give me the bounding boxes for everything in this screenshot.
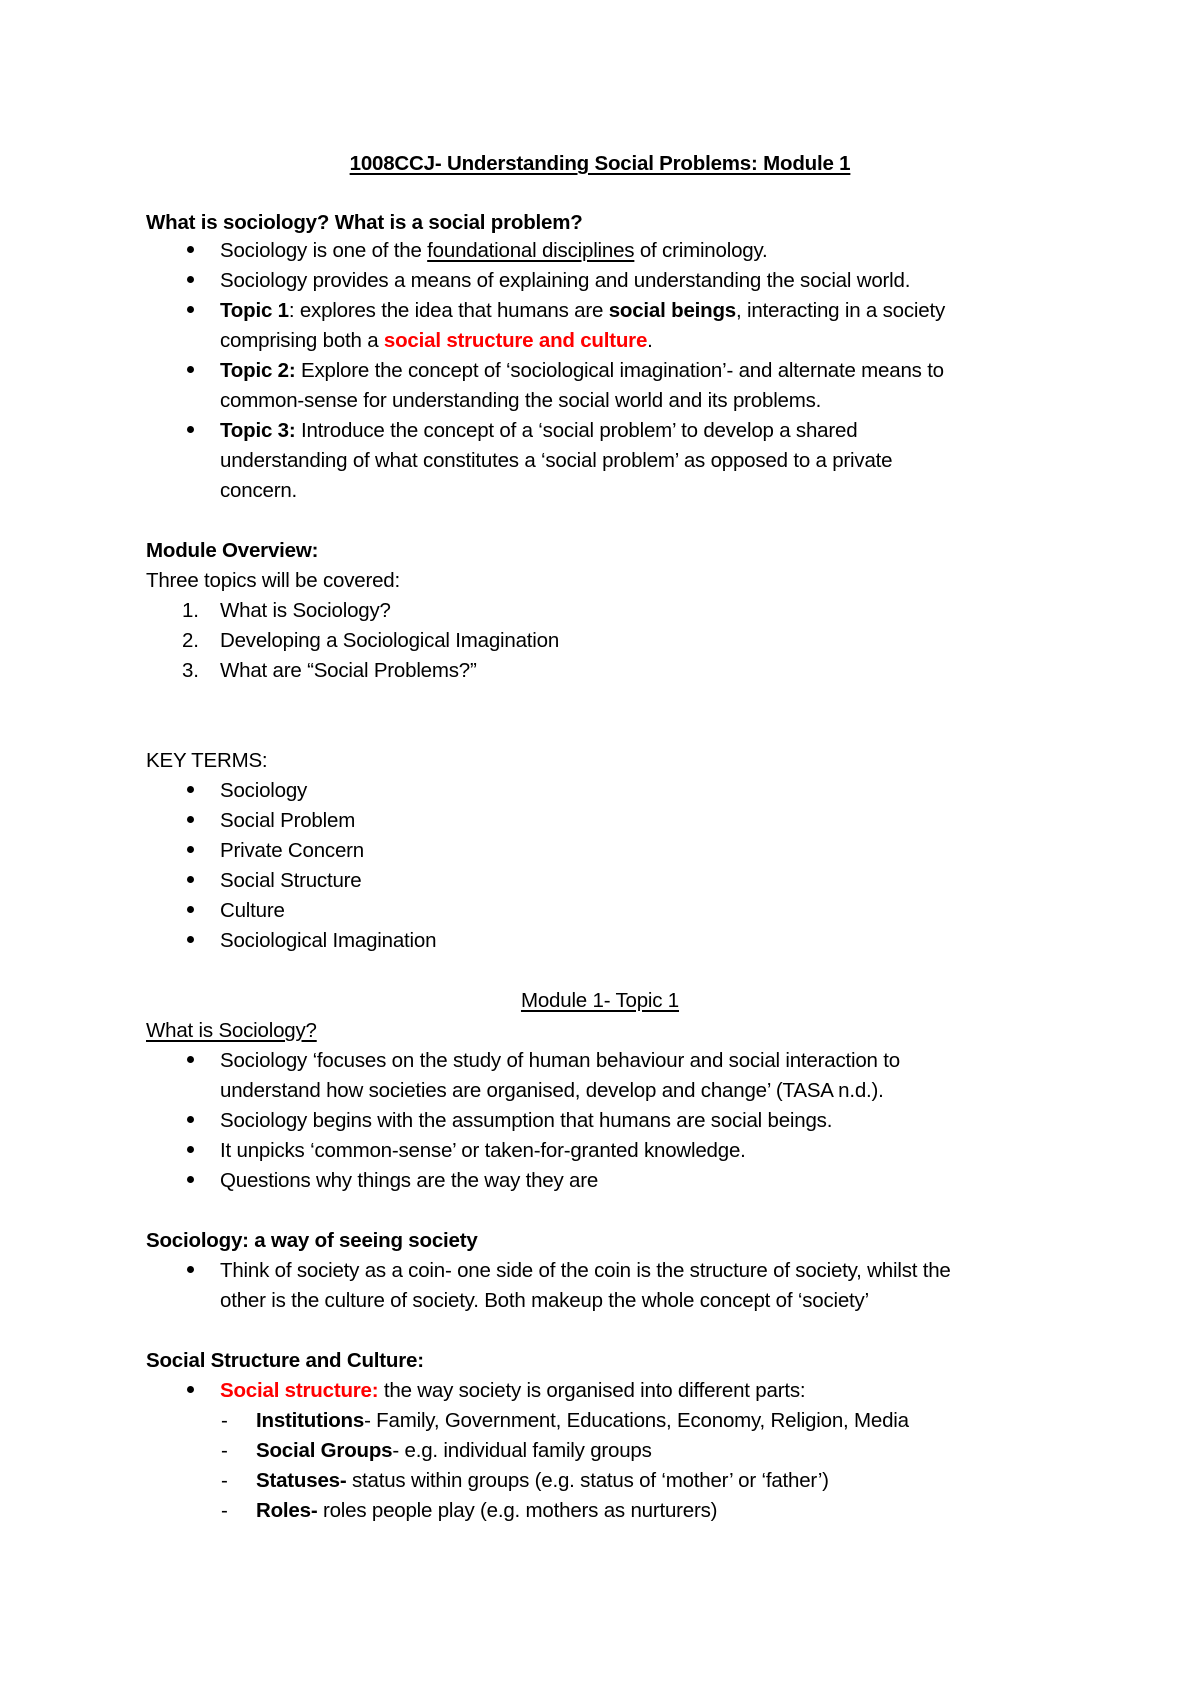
section-heading-module-overview: Module Overview:: [146, 539, 319, 562]
list-item: It unpicks ‘common-sense’ or taken-for-granted knowledge.: [220, 1139, 746, 1162]
bullet-icon: [187, 1056, 194, 1063]
list-item: Sociology is one of the foundational disciplines of criminology.: [220, 239, 768, 262]
bullet-icon: [187, 1176, 194, 1183]
dash-marker: -: [221, 1469, 228, 1492]
list-item-continuation: comprising both a social structure and culture.: [220, 329, 653, 352]
sub-list-item: Statuses- status within groups (e.g. status of ‘mother’ or ‘father’): [256, 1469, 829, 1492]
bullet-icon: [187, 906, 194, 913]
list-item-continuation: understand how societies are organised, develop and change’ (TASA n.d.).: [220, 1079, 884, 1102]
bullet-icon: [187, 1266, 194, 1273]
list-item: Questions why things are the way they are: [220, 1169, 599, 1192]
list-item: Topic 3: Introduce the concept of a ‘social problem’ to develop a shared: [220, 419, 858, 442]
sub-list-item: Social Groups- e.g. individual family groups: [256, 1439, 652, 1462]
list-item: Culture: [220, 899, 285, 922]
section-heading-key-terms: KEY TERMS:: [146, 749, 268, 772]
bullet-icon: [187, 1386, 194, 1393]
bullet-icon: [187, 816, 194, 823]
list-item: Social Structure: [220, 869, 362, 892]
list-item-continuation: understanding of what constitutes a ‘social problem’ as opposed to a private: [220, 449, 893, 472]
bullet-icon: [187, 936, 194, 943]
list-item: What is Sociology?: [220, 599, 391, 622]
list-item: Sociology: [220, 779, 308, 802]
bullet-icon: [187, 786, 194, 793]
overview-intro: Three topics will be covered:: [146, 569, 400, 592]
list-number: 2.: [182, 629, 199, 652]
list-item: Sociology begins with the assumption that humans are social beings.: [220, 1109, 833, 1132]
list-item: Topic 2: Explore the concept of ‘sociological imagination’- and alternate means to: [220, 359, 944, 382]
list-item: What are “Social Problems?”: [220, 659, 477, 682]
list-item: Developing a Sociological Imagination: [220, 629, 560, 652]
list-item-continuation: common-sense for understanding the social world and its problems.: [220, 389, 822, 412]
bullet-icon: [187, 306, 194, 313]
list-item-continuation: concern.: [220, 479, 298, 502]
list-number: 1.: [182, 599, 199, 622]
list-item: Topic 1: explores the idea that humans are social beings, interacting in a society: [220, 299, 946, 322]
list-item: Social Problem: [220, 809, 356, 832]
list-number: 3.: [182, 659, 199, 682]
list-item-continuation: other is the culture of society. Both makeup the whole concept of ‘society’: [220, 1289, 869, 1312]
topic-title: Module 1- Topic 1: [520, 989, 680, 1012]
dash-marker: -: [221, 1499, 228, 1522]
topic-subheading: What is Sociology?: [146, 1019, 317, 1042]
list-item: Private Concern: [220, 839, 364, 862]
bullet-icon: [187, 246, 194, 253]
bullet-icon: [187, 366, 194, 373]
list-item: Sociology provides a means of explaining and understanding the social world.: [220, 269, 911, 292]
list-item: Sociology ‘focuses on the study of human behaviour and social interaction to: [220, 1049, 900, 1072]
list-item: Think of society as a coin- one side of the coin is the structure of society, whilst the: [220, 1259, 951, 1282]
dash-marker: -: [221, 1439, 228, 1462]
list-item: Social structure: the way society is organised into different parts:: [220, 1379, 806, 1402]
bullet-icon: [187, 846, 194, 853]
section-heading-what-is-sociology: What is sociology? What is a social problem?: [146, 211, 583, 234]
bullet-icon: [187, 426, 194, 433]
section-heading-social-structure: Social Structure and Culture:: [146, 1349, 424, 1372]
bullet-icon: [187, 276, 194, 283]
sub-list-item: Institutions- Family, Government, Educations, Economy, Religion, Media: [256, 1409, 909, 1432]
dash-marker: -: [221, 1409, 228, 1432]
bullet-icon: [187, 876, 194, 883]
list-item: Sociological Imagination: [220, 929, 437, 952]
section-heading-way-of-seeing: Sociology: a way of seeing society: [146, 1229, 478, 1252]
document-title: 1008CCJ- Understanding Social Problems: Module 1: [349, 152, 851, 175]
bullet-icon: [187, 1116, 194, 1123]
bullet-icon: [187, 1146, 194, 1153]
sub-list-item: Roles- roles people play (e.g. mothers as nurturers): [256, 1499, 718, 1522]
